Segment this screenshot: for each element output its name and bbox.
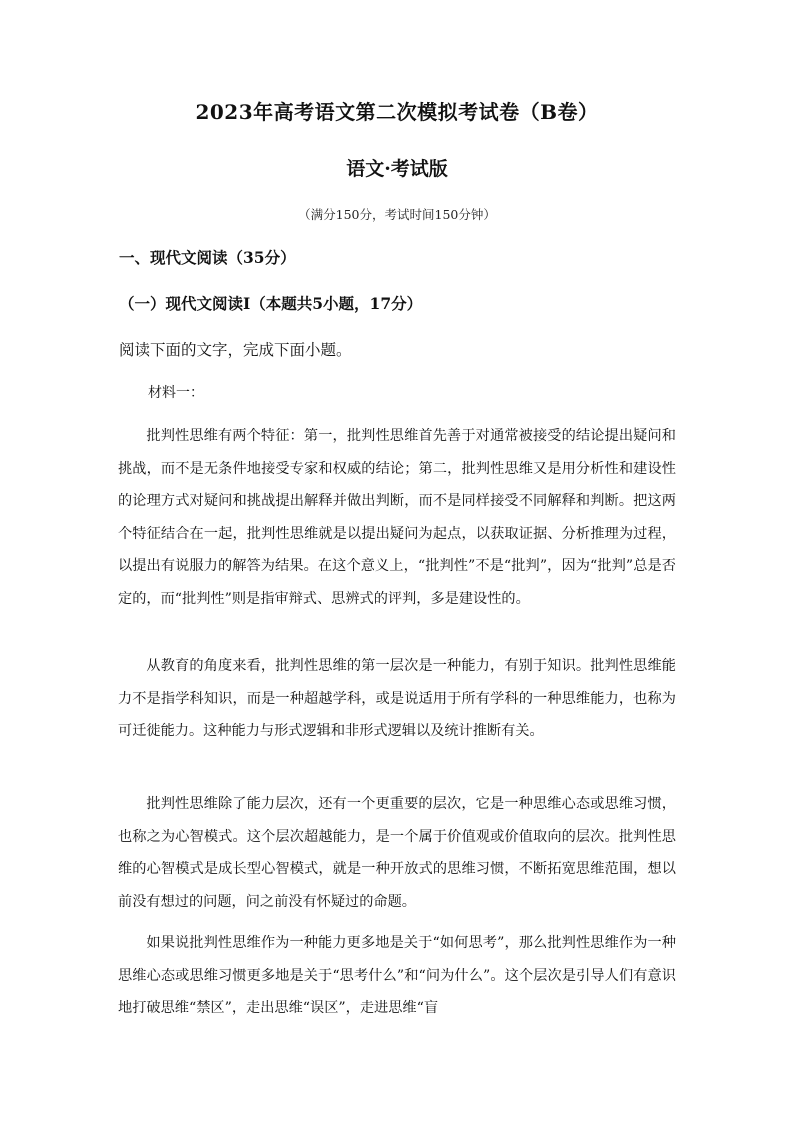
body-paragraph: 如果说批判性思维作为一种能力更多地是关于“如何思考”，那么批判性思维作为一种思维心态或思维习惯更多地是关于“思考什么”和“问为什么”。这个层次是引导人们有意识地打破思维“禁区”，走出思维“误区”，走进思维“盲 <box>118 935 676 1016</box>
reading-instruction: 阅读下面的文字，完成下面小题。 <box>119 341 352 359</box>
exam-subtitle: 语文·考试版 <box>346 158 448 180</box>
exam-note: （满分150分，考试时间150分钟） <box>298 207 496 222</box>
exam-title: 2023年高考语文第二次模拟考试卷（B卷） <box>195 100 599 124</box>
body-paragraph: 批判性思维有两个特征：第一，批判性思维首先善于对通常被接受的结论提出疑问和挑战，而不是无条件地接受专家和权威的结论；第二，批判性思维又是用分析性和建设性的论理方式对疑问和挑战提出解释并做出判断，而不是同样接受不同解释和判断。把这两个特征结合在一起，批判性思维就是以提出疑问为起点，以获取证据、分析推理为过程，以提出有说服力的解答为结果。在这个意义上，“批判性”不是“批判”，因为“批判”总是否定的，而“批判性”则是指审辩式、思辨式的评判，多是建设性的。 <box>118 428 676 607</box>
material-label: 材料一： <box>148 385 204 401</box>
body-paragraph: 批判性思维除了能力层次，还有一个更重要的层次，它是一种思维心态或思维习惯，也称之为心智模式。这个层次超越能力，是一个属于价值观或价值取向的层次。批判性思维的心智模式是成长型心智模式，就是一种开放式的思维习惯，不断拓宽思维范围，想以前没有想过的问题，问之前没有怀疑过的命题。 <box>118 796 676 910</box>
body-paragraph: 从教育的角度来看，批判性思维的第一层次是一种能力，有别于知识。批判性思维能力不是指学科知识，而是一种超越学科，或是说适用于所有学科的一种思维能力，也称为可迁徙能力。这种能力与形式逻辑和非形式逻辑以及统计推断有关。 <box>118 658 676 739</box>
section-heading: 一、现代文阅读（35分） <box>119 248 296 267</box>
subsection-heading: （一）现代文阅读Ⅰ（本题共5小题，17分） <box>119 294 423 313</box>
